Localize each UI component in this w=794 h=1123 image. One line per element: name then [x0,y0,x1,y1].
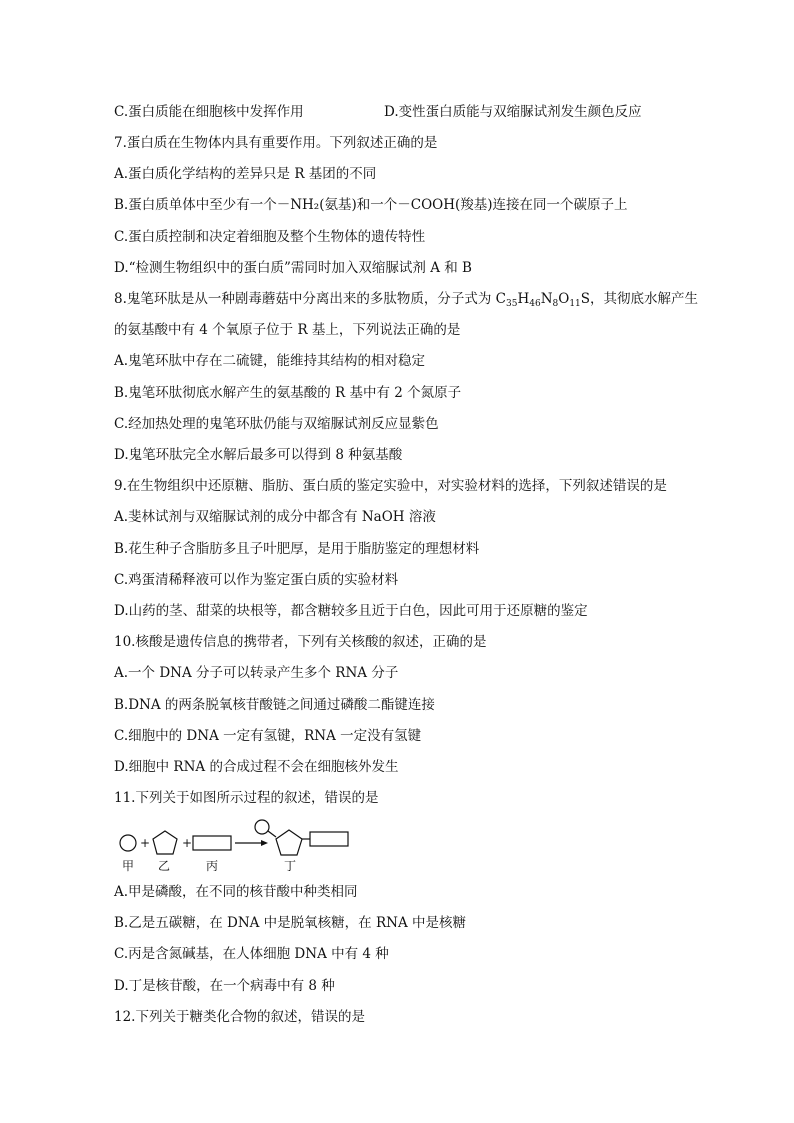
q7-option-c: C.蛋白质控制和决定着细胞及整个生物体的遗传特性 [114,229,426,245]
q8-stem-pre: 8.鬼笔环肽是从一种剧毒蘑菇中分离出来的多肽物质，分子式为 [114,291,496,307]
q6-option-d: D.变性蛋白质能与双缩脲试剂发生颜色反应 [384,104,642,120]
q9-option-b: B.花生种子含脂肪多且子叶肥厚，是用于脂肪鉴定的理想材料 [114,541,480,557]
label-jia: 甲 [122,859,135,873]
q10-option-a: A.一个 DNA 分子可以转录产生多个 RNA 分子 [114,665,399,681]
q8-stem-post: ，其彻底水解产生 [590,291,699,307]
q9-option-d: D.山药的茎、甜菜的块根等，都含糖较多且近于白色，因此可用于还原糖的鉴定 [114,603,588,619]
q8-option-d: D.鬼笔环肽完全水解后最多可以得到 8 种氨基酸 [114,447,403,463]
q8-option-a: A.鬼笔环肽中存在二硫键，能维持其结构的相对稳定 [114,353,426,369]
label-ding: 丁 [284,859,297,873]
q11-option-b: B.乙是五碳糖，在 DNA 中是脱氧核糖，在 RNA 中是核糖 [114,915,466,931]
q10-option-d: D.细胞中 RNA 的合成过程不会在细胞核外发生 [114,759,399,775]
q11-option-a: A.甲是磷酸，在不同的核苷酸中种类相同 [114,884,358,900]
label-yi: 乙 [158,859,171,873]
q7-option-a: A.蛋白质化学结构的差异只是 R 基团的不同 [114,166,377,182]
q8-stem-line2: 的氨基酸中有 4 个氧原子位于 R 基上，下列说法正确的是 [114,322,461,338]
q9-stem: 9.在生物组织中还原糖、脂肪、蛋白质的鉴定实验中，对实验材料的选择，下列叙述错误的是 [114,478,667,494]
q6-option-c: C.蛋白质能在细胞核中发挥作用 [114,104,304,120]
plus-sign-1: + [140,836,151,850]
product-phosphate-circle [255,820,269,834]
q7-option-d: D.“检测生物组织中的蛋白质”需同时加入双缩脲试剂 A 和 B [114,260,472,276]
q7-option-b: B.蛋白质单体中至少有一个－NH₂(氨基)和一个－COOH(羧基)连接在同一个碳原子上 [114,197,628,213]
q10-stem: 10.核酸是遗传信息的携带者，下列有关核酸的叙述，正确的是 [114,634,487,650]
product-base-rectangle [310,832,348,846]
q10-option-b: B.DNA 的两条脱氧核苷酸链之间通过磷酸二酯键连接 [114,697,435,713]
plus-sign-2: + [182,836,193,850]
q11-option-d: D.丁是核苷酸，在一个病毒中有 8 种 [114,978,335,994]
arrowhead [261,840,268,846]
product-pentose-pentagon [276,830,302,855]
q8-option-b: B.鬼笔环肽彻底水解产生的氨基酸的 R 基中有 2 个氮原子 [114,385,462,401]
q8-stem-line1 [114,290,698,308]
q11-option-c: C.丙是含氮碱基，在人体细胞 DNA 中有 4 种 [114,946,389,962]
q8-formula: $C_{35}H_{46}N_8O_{11}S$ [495,291,591,309]
q9-option-c: C.鸡蛋清稀释液可以作为鉴定蛋白质的实验材料 [114,572,399,588]
q10-option-c: C.细胞中的 DNA 一定有氢键，RNA 一定没有氢键 [114,728,422,744]
q9-option-a: A.斐林试剂与双缩脲试剂的成分中都含有 NaOH 溶液 [114,509,436,525]
nucleotide-formation-diagram [118,818,358,874]
pentose-pentagon [153,831,177,854]
q12-stem: 12.下列关于糖类化合物的叙述，错误的是 [114,1009,365,1025]
phosphate-circle [120,835,136,851]
q7-stem: 7.蛋白质在生物体内具有重要作用。下列叙述正确的是 [114,135,438,151]
q11-stem: 11.下列关于如图所示过程的叙述，错误的是 [114,790,379,806]
q8-option-c: C.经加热处理的鬼笔环肽仍能与双缩脲试剂反应显紫色 [114,416,439,432]
base-rectangle [193,836,231,850]
phosphate-bond [268,831,276,837]
label-bing: 丙 [206,859,219,873]
